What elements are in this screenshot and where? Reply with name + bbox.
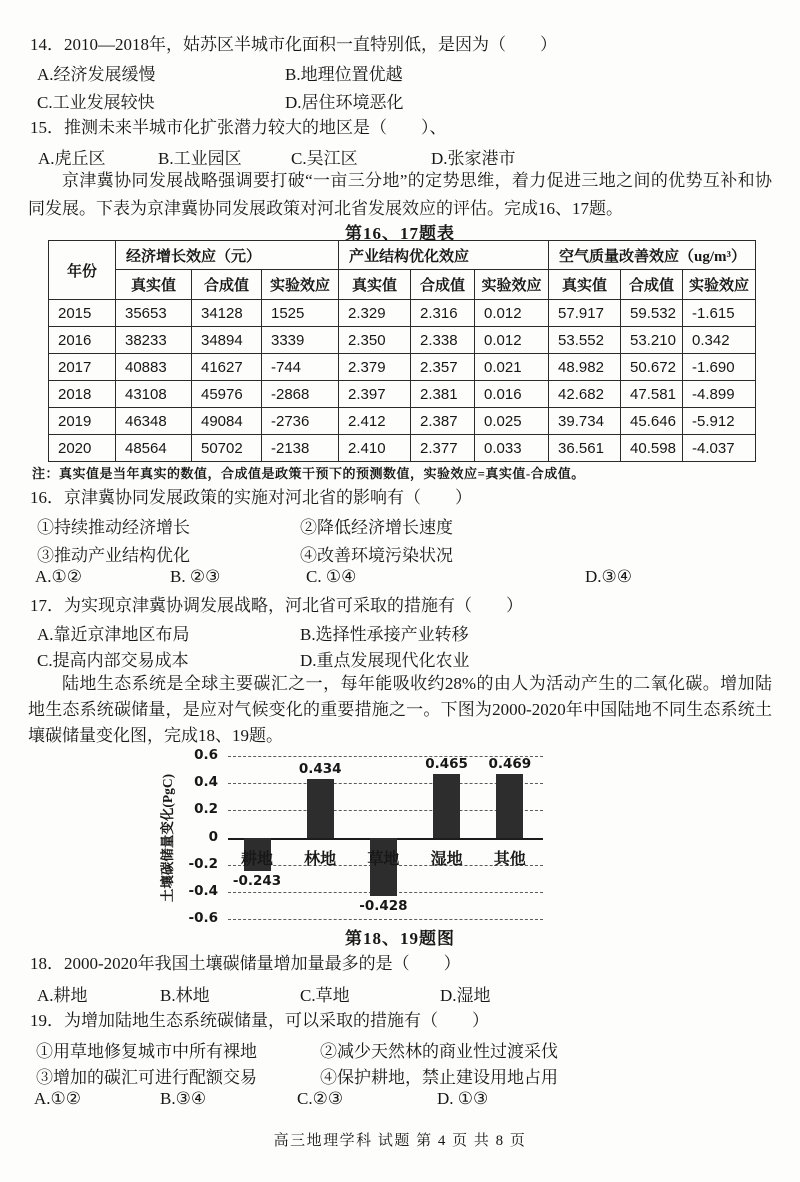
cell: 50.672 bbox=[621, 354, 683, 381]
cell: 2015 bbox=[49, 300, 116, 327]
cell: 36.561 bbox=[549, 435, 621, 462]
cell: 2.316 bbox=[411, 300, 475, 327]
cell: -2736 bbox=[262, 408, 339, 435]
table-row bbox=[49, 354, 756, 381]
y-tick-label: 0 bbox=[208, 828, 218, 845]
bar-林地 bbox=[307, 779, 334, 838]
subhead-real-2: 真实值 bbox=[339, 270, 411, 300]
bar-value-label: -0.243 bbox=[232, 872, 282, 889]
question-14-stem: 14．2010—2018年，姑苏区半城市化面积一直特别低，是因为（ ） bbox=[30, 35, 557, 54]
q19-option-a: A.①② bbox=[34, 1089, 82, 1108]
cell: 0.016 bbox=[475, 381, 549, 408]
category-label: 林地 bbox=[304, 850, 337, 868]
cell: -4.037 bbox=[683, 435, 756, 462]
cell: 2.397 bbox=[339, 381, 411, 408]
cell: 49084 bbox=[192, 408, 262, 435]
intro-paragraph-jingjinji: 京津冀协同发展战略强调要打破“一亩三分地”的定势思维，着力促进三地之间的优势互补和协同发展。下表为京津冀协同发展政策对河北省发展效应的评估。完成16、17题。 bbox=[28, 171, 772, 218]
cell: 0.033 bbox=[475, 435, 549, 462]
chart-caption: 第18、19题图 bbox=[345, 929, 455, 948]
cell: 41627 bbox=[192, 354, 262, 381]
bar-chart-plot bbox=[28, 748, 772, 926]
q16-option-a: A.①② bbox=[35, 567, 83, 586]
q19-sub-3: ③增加的碳汇可进行配额交易 bbox=[36, 1068, 257, 1087]
table-row bbox=[49, 381, 756, 408]
q19-option-d: D. ①③ bbox=[437, 1089, 489, 1108]
cell: 2.329 bbox=[339, 300, 411, 327]
cell: 2.338 bbox=[411, 327, 475, 354]
q18-option-a: A.耕地 bbox=[37, 986, 88, 1005]
q17-option-d: D.重点发展现代化农业 bbox=[300, 651, 470, 670]
table-row bbox=[49, 300, 756, 327]
cell: 2017 bbox=[49, 354, 116, 381]
cell: 2.412 bbox=[339, 408, 411, 435]
table-note: 注：真实值是当年真实的数值，合成值是政策干预下的预测数值，实验效应=真实值-合成值。 bbox=[32, 466, 585, 481]
question-16-stem: 16．京津冀协同发展政策的实施对河北省的影响有（ ） bbox=[30, 488, 472, 507]
cell: 45976 bbox=[192, 381, 262, 408]
cell: 57.917 bbox=[549, 300, 621, 327]
cell: 2020 bbox=[49, 435, 116, 462]
bar-chart bbox=[28, 748, 772, 926]
cell: 1525 bbox=[262, 300, 339, 327]
cell: 2.410 bbox=[339, 435, 411, 462]
cell: 34894 bbox=[192, 327, 262, 354]
cell: 45.646 bbox=[621, 408, 683, 435]
cell: 53.210 bbox=[621, 327, 683, 354]
cell: 0.021 bbox=[475, 354, 549, 381]
subhead-real-1: 真实值 bbox=[116, 270, 192, 300]
q14-option-a: A.经济发展缓慢 bbox=[37, 65, 156, 84]
subhead-synth-1: 合成值 bbox=[192, 270, 262, 300]
category-label: 其他 bbox=[493, 850, 526, 868]
q19-option-b: B.③④ bbox=[160, 1089, 207, 1108]
q18-option-c: C.草地 bbox=[300, 986, 350, 1005]
question-19-options bbox=[28, 1089, 772, 1115]
cell: 2.381 bbox=[411, 381, 475, 408]
question-18-stem: 18．2000-2020年我国土壤碳储量增加量最多的是（ ） bbox=[30, 954, 461, 973]
cell: 2.350 bbox=[339, 327, 411, 354]
subhead-effect-1: 实验效应 bbox=[262, 270, 339, 300]
question-17-options bbox=[28, 620, 772, 678]
subhead-synth-3: 合成值 bbox=[621, 270, 683, 300]
cell: 0.342 bbox=[683, 327, 756, 354]
bar-value-label: 0.465 bbox=[425, 756, 468, 773]
bar-value-label: 0.434 bbox=[298, 760, 342, 777]
q17-option-a: A.靠近京津地区布局 bbox=[37, 625, 190, 644]
q16-sub-4: ④改善环境污染状况 bbox=[300, 546, 453, 565]
question-19-subitems bbox=[28, 1037, 772, 1095]
group-header-economy: 经济增长效应（元） bbox=[116, 241, 339, 270]
col-header-year: 年份 bbox=[49, 241, 116, 300]
cell: -5.912 bbox=[683, 408, 756, 435]
q16-sub-3: ③推动产业结构优化 bbox=[37, 546, 190, 565]
cell: 2016 bbox=[49, 327, 116, 354]
y-tick-label: -0.4 bbox=[188, 883, 218, 899]
cell: -1.690 bbox=[683, 354, 756, 381]
cell: -744 bbox=[262, 354, 339, 381]
group-header-air: 空气质量改善效应（ug/m³） bbox=[549, 241, 756, 270]
q15-option-a: A.虎丘区 bbox=[38, 149, 106, 168]
group-header-industry: 产业结构优化效应 bbox=[339, 241, 549, 270]
effects-table-wrap bbox=[48, 240, 756, 462]
cell: 2019 bbox=[49, 408, 116, 435]
y-tick-label: 0.6 bbox=[194, 747, 218, 763]
cell: 0.025 bbox=[475, 408, 549, 435]
subhead-real-3: 真实值 bbox=[549, 270, 621, 300]
q16-option-b: B. ②③ bbox=[170, 567, 221, 586]
table-row bbox=[49, 408, 756, 435]
cell: 2.377 bbox=[411, 435, 475, 462]
bar-value-label: 0.469 bbox=[488, 755, 532, 772]
cell: 2.379 bbox=[339, 354, 411, 381]
q19-sub-4: ④保护耕地，禁止建设用地占用 bbox=[320, 1068, 558, 1087]
cell: 46348 bbox=[116, 408, 192, 435]
question-15-stem: 15．推测未来半城市化扩张潜力较大的地区是（ ）、 bbox=[30, 118, 447, 137]
cell: -2138 bbox=[262, 435, 339, 462]
category-label: 耕地 bbox=[240, 850, 273, 868]
q16-option-d: D.③④ bbox=[585, 567, 633, 586]
y-axis-label: 土壤碳储量变化(PgC) bbox=[160, 773, 175, 903]
q16-sub-1: ①持续推动经济增长 bbox=[37, 518, 190, 537]
cell: 40.598 bbox=[621, 435, 683, 462]
subhead-effect-2: 实验效应 bbox=[475, 270, 549, 300]
cell: 2.357 bbox=[411, 354, 475, 381]
question-19-stem: 19．为增加陆地生态系统碳储量，可以采取的措施有（ ） bbox=[30, 1011, 489, 1030]
cell: 48564 bbox=[116, 435, 192, 462]
q17-option-b: B.选择性承接产业转移 bbox=[300, 625, 469, 644]
cell: 2018 bbox=[49, 381, 116, 408]
cell: 47.581 bbox=[621, 381, 683, 408]
q14-option-c: C.工业发展较快 bbox=[37, 93, 155, 112]
page-footer: 高三地理学科 试题 第 4 页 共 8 页 bbox=[273, 1133, 527, 1149]
q15-option-d: D.张家港市 bbox=[431, 149, 516, 168]
cell: 2.387 bbox=[411, 408, 475, 435]
bar-value-label: -0.428 bbox=[359, 897, 408, 914]
cell: 42.682 bbox=[549, 381, 621, 408]
cell: 0.012 bbox=[475, 300, 549, 327]
question-17-stem: 17．为实现京津冀协调发展战略，河北省可采取的措施有（ ） bbox=[30, 596, 523, 615]
cell: 48.982 bbox=[549, 354, 621, 381]
cell: -4.899 bbox=[683, 381, 756, 408]
subhead-effect-3: 实验效应 bbox=[683, 270, 756, 300]
question-16-subitems bbox=[28, 513, 772, 571]
q14-option-b: B.地理位置优越 bbox=[285, 65, 403, 84]
gridline bbox=[228, 919, 543, 920]
q15-option-b: B.工业园区 bbox=[158, 149, 242, 168]
question-16-options bbox=[28, 567, 772, 593]
q19-option-c: C.②③ bbox=[297, 1089, 344, 1108]
cell: 38233 bbox=[116, 327, 192, 354]
bar-其他 bbox=[496, 774, 523, 838]
subhead-synth-2: 合成值 bbox=[411, 270, 475, 300]
q18-option-d: D.湿地 bbox=[440, 986, 491, 1005]
q18-option-b: B.林地 bbox=[160, 986, 210, 1005]
q19-sub-1: ①用草地修复城市中所有裸地 bbox=[36, 1042, 257, 1061]
effects-table bbox=[48, 240, 756, 462]
category-label: 湿地 bbox=[430, 850, 463, 868]
q14-option-d: D.居住环境恶化 bbox=[285, 93, 404, 112]
q17-option-c: C.提高内部交易成本 bbox=[37, 651, 189, 670]
y-tick-label: 0.4 bbox=[194, 774, 218, 791]
cell: -2868 bbox=[262, 381, 339, 408]
cell: 43108 bbox=[116, 381, 192, 408]
cell: -1.615 bbox=[683, 300, 756, 327]
intro-paragraph-carbon: 陆地生态系统是全球主要碳汇之一，每年能吸收约28%的由人为活动产生的二氧化碳。增加陆地生态系统碳储量，是应对气候变化的重要措施之一。下图为2000-2020年中国陆地不同生态系统土壤碳储量变化图，完成18、19题。 bbox=[28, 674, 772, 745]
question-14-options bbox=[28, 60, 772, 118]
q15-option-c: C.吴江区 bbox=[291, 149, 358, 168]
cell: 34128 bbox=[192, 300, 262, 327]
category-label: 草地 bbox=[367, 850, 400, 868]
q16-option-c: C. ①④ bbox=[306, 567, 357, 586]
table-row bbox=[49, 327, 756, 354]
cell: 53.552 bbox=[549, 327, 621, 354]
cell: 40883 bbox=[116, 354, 192, 381]
cell: 39.734 bbox=[549, 408, 621, 435]
q16-sub-2: ②降低经济增长速度 bbox=[300, 518, 453, 537]
cell: 59.532 bbox=[621, 300, 683, 327]
bar-湿地 bbox=[433, 774, 460, 837]
table-row bbox=[49, 435, 756, 462]
y-tick-label: 0.2 bbox=[194, 801, 218, 818]
q19-sub-2: ②减少天然林的商业性过渡采伐 bbox=[320, 1042, 558, 1061]
table-title: 第16、17题表 bbox=[345, 224, 455, 243]
y-tick-label: -0.2 bbox=[188, 855, 218, 872]
cell: 50702 bbox=[192, 435, 262, 462]
y-tick-label: -0.6 bbox=[188, 910, 218, 927]
question-18-options bbox=[28, 981, 772, 1007]
cell: 0.012 bbox=[475, 327, 549, 354]
cell: 35653 bbox=[116, 300, 192, 327]
cell: 3339 bbox=[262, 327, 339, 354]
